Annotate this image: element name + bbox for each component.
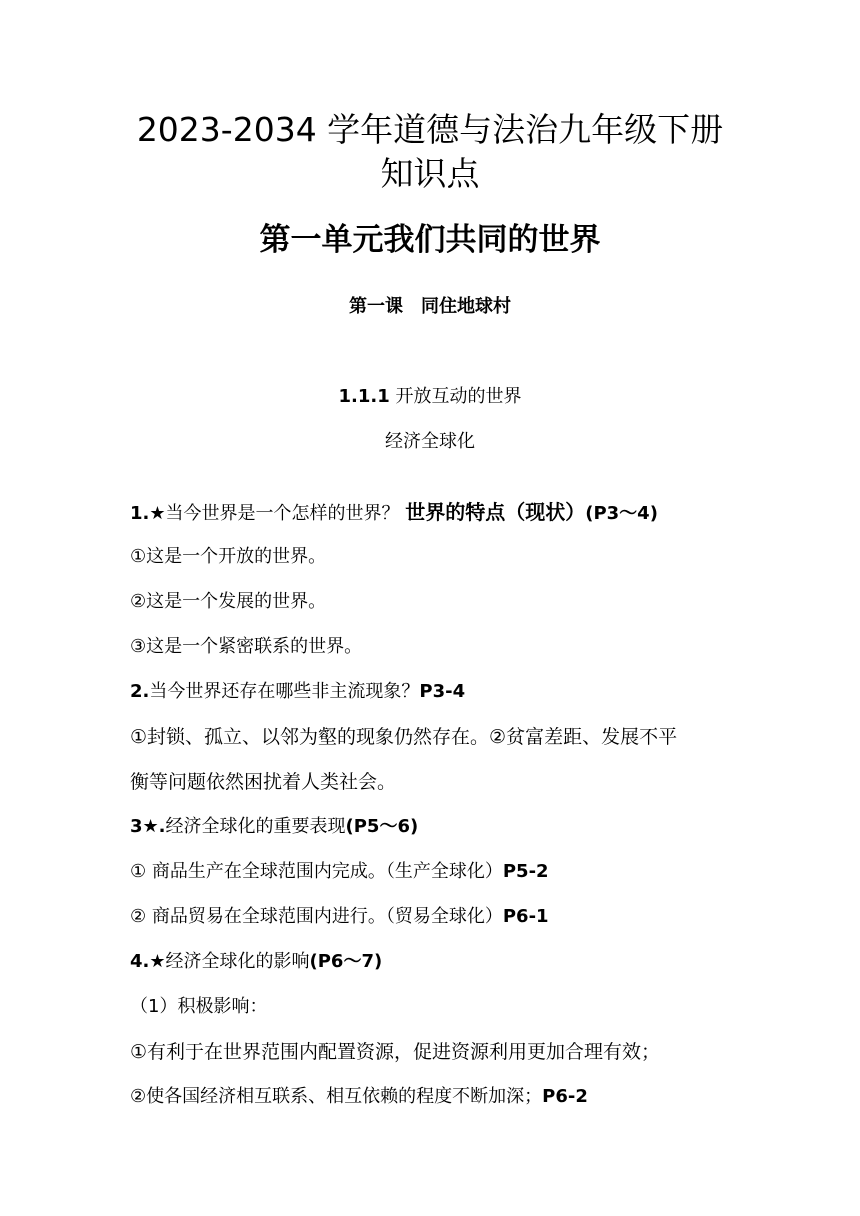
- question-3-text: 经济全球化的重要表现: [165, 816, 346, 837]
- question-3-item-2-ref: P6-1: [502, 906, 549, 927]
- question-1-item-1: ①这是一个开放的世界。: [130, 546, 327, 567]
- section-number: 1.1.1: [338, 386, 390, 407]
- question-1-ref: (P3～4): [585, 503, 658, 524]
- question-4-item-2: [130, 1084, 750, 1110]
- question-4-ref: (P6～7): [309, 951, 383, 972]
- question-3: [130, 814, 750, 840]
- question-3-item-1-ref: P5-2: [502, 861, 549, 882]
- question-1-text: 当今世界是一个怎样的世界？: [165, 503, 406, 524]
- question-3-item-1-text: ① 商品生产在全球范围内完成。（生产全球化）: [130, 861, 503, 882]
- question-3-item-2: [130, 904, 750, 930]
- question-4-item-1: ①有利于在世界范围内配置资源，促进资源利用更加合理有效；: [130, 1041, 661, 1063]
- question-1-item-3: ③这是一个紧密联系的世界。: [130, 636, 363, 657]
- document-title-line-1: 2023-2034 学年道德与法治九年级下册: [136, 110, 724, 149]
- question-2: [130, 679, 750, 705]
- question-2-lead: 2.: [130, 681, 150, 702]
- question-4-item-2-ref: P6-2: [542, 1086, 588, 1107]
- question-4-item-2-text: ②使各国经济相互联系、相互依赖的程度不断加深；: [130, 1086, 543, 1107]
- section-title: [0, 384, 860, 410]
- question-4-subheading: （1）积极影响：: [130, 996, 268, 1017]
- document-title-line-2: 知识点: [380, 154, 480, 193]
- question-1: [130, 499, 750, 527]
- question-2-paragraph-line-1: ①封锁、孤立、以邻为壑的现象仍然存在。②贫富差距、发展不平: [130, 726, 678, 748]
- question-2-paragraph-line-2: 衡等问题依然困扰着人类社会。: [130, 771, 397, 793]
- question-4-text: 经济全球化的影响: [165, 951, 310, 972]
- question-3-lead: 3★.: [130, 816, 166, 837]
- unit-title: 第一单元我们共同的世界: [259, 222, 601, 258]
- question-3-item-1: [130, 859, 750, 885]
- question-4-lead: 4.★: [130, 951, 166, 972]
- lesson-title: 第一课 同住地球村: [349, 296, 511, 317]
- section-text: 开放互动的世界: [389, 386, 522, 407]
- question-1-lead: 1.★: [130, 503, 166, 524]
- question-3-item-2-text: ② 商品贸易在全球范围内进行。（贸易全球化）: [130, 906, 503, 927]
- question-1-emphasis: 世界的特点（现状）: [405, 500, 586, 524]
- question-2-text: 当今世界还存在哪些非主流现象？: [149, 681, 420, 702]
- question-1-item-2: ②这是一个发展的世界。: [130, 591, 327, 612]
- sub-title: 经济全球化: [385, 431, 475, 452]
- question-3-ref: (P5～6): [345, 816, 419, 837]
- question-2-ref: P3-4: [419, 681, 466, 702]
- question-4: [130, 949, 750, 975]
